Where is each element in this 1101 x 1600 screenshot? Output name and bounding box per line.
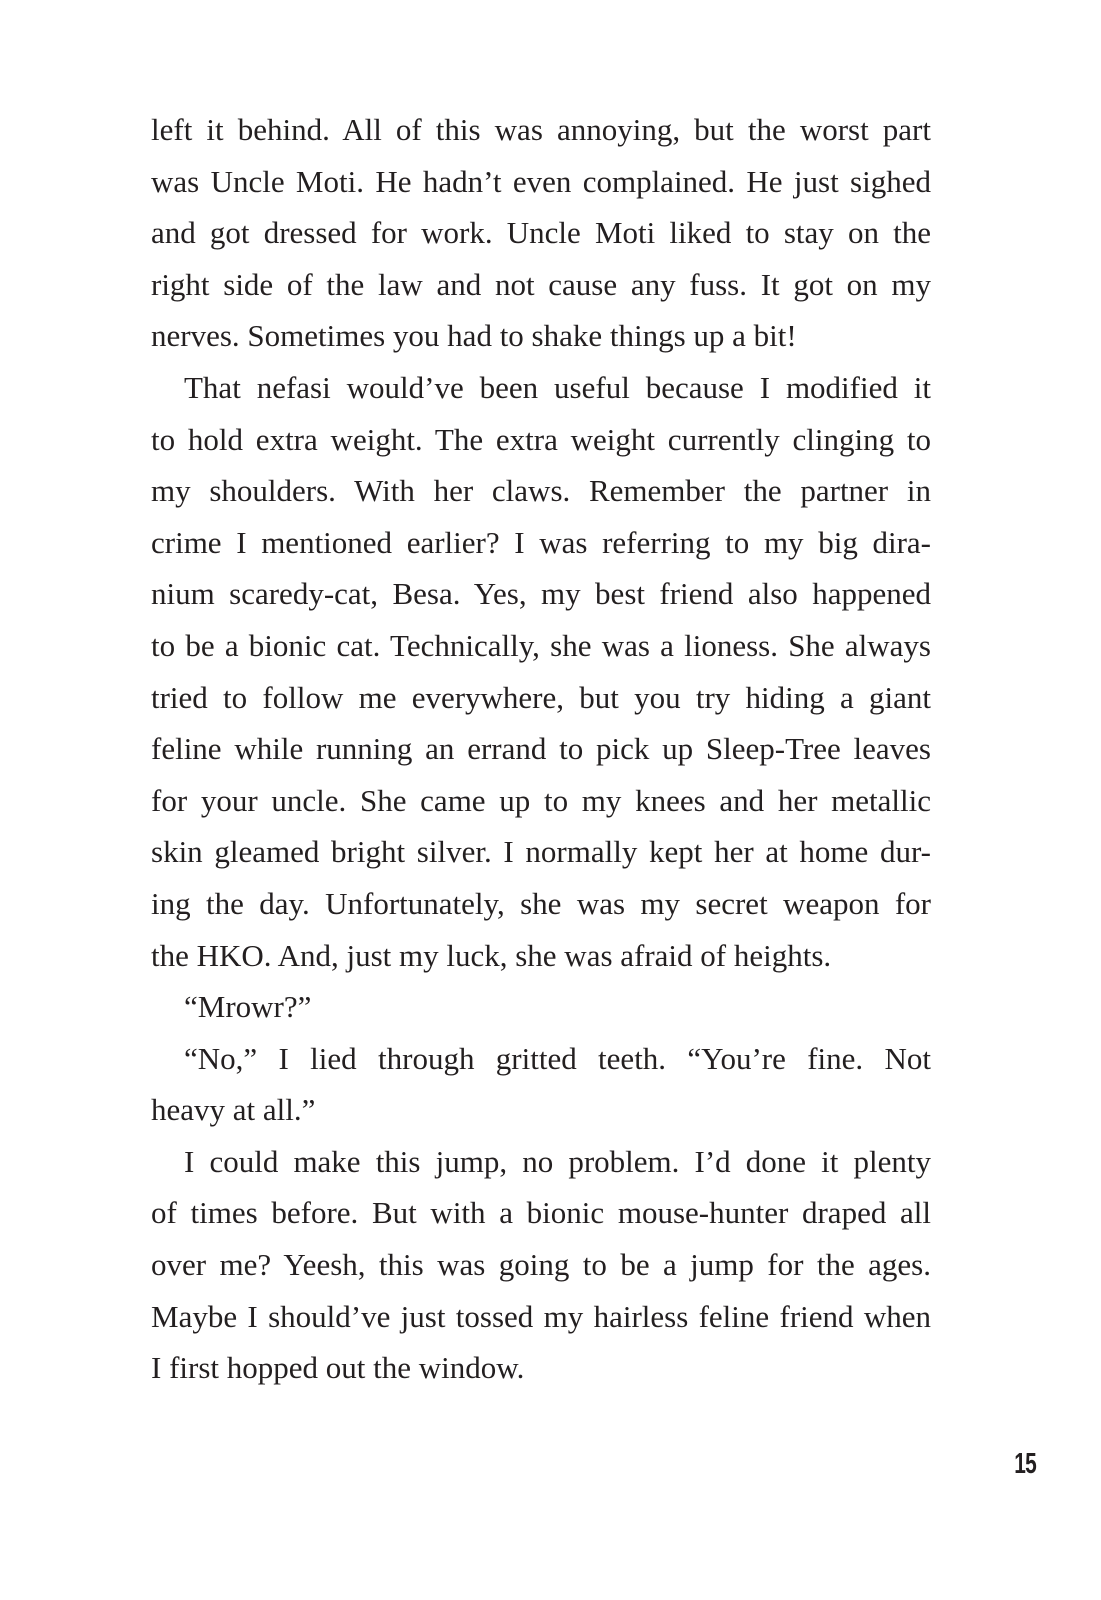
text-line: “No,” I lied through gritted teeth. “You’re fine. Not: [184, 1040, 931, 1076]
text-line: I could make this jump, no problem. I’d done it plenty: [184, 1143, 931, 1179]
text-line: nerves. Sometimes you had to shake things up a bit!: [151, 318, 797, 354]
text-line: for your uncle. She came up to my knees and her metallic: [151, 782, 931, 818]
text-line: ing the day. Unfortunately, she was my secret weapon for: [151, 885, 931, 921]
text-line: and got dressed for work. Uncle Moti liked to stay on the: [151, 215, 931, 251]
text-line: my shoulders. With her claws. Remember the partner in: [151, 473, 931, 509]
text-line: crime I mentioned earlier? I was referring to my big dira-: [151, 524, 931, 560]
text-line: the HKO. And, just my luck, she was afraid of heights.: [151, 937, 832, 973]
text-line: feline while running an errand to pick up Sleep-Tree leaves: [151, 731, 931, 767]
text-line: left it behind. All of this was annoying, but the worst part: [151, 112, 931, 147]
text-line: nium scaredy-cat, Besa. Yes, my best friend also happened: [151, 576, 931, 612]
text-line: over me? Yeesh, this was going to be a jump for the ages.: [151, 1247, 931, 1283]
page-number: 15: [1014, 1448, 1036, 1480]
text-line: to be a bionic cat. Technically, she was a lioness. She always: [151, 627, 931, 663]
text-line: That nefasi would’ve been useful because I modified it: [184, 369, 931, 405]
text-line: tried to follow me everywhere, but you try hiding a giant: [151, 679, 931, 715]
text-line: was Uncle Moti. He hadn’t even complained. He just sighed: [151, 163, 931, 199]
text-line: “Mrowr?”: [184, 989, 312, 1025]
text-line: Maybe I should’ve just tossed my hairless feline friend when: [151, 1298, 931, 1334]
body-text: [151, 104, 931, 1394]
text-line: heavy at all.”: [151, 1092, 316, 1128]
text-line: to hold extra weight. The extra weight currently clinging to: [151, 421, 931, 457]
text-line: skin gleamed bright silver. I normally kept her at home dur-: [151, 834, 931, 870]
text-line: of times before. But with a bionic mouse-hunter draped all: [151, 1195, 931, 1231]
text-line: I first hopped out the window.: [151, 1350, 525, 1386]
text-line: right side of the law and not cause any fuss. It got on my: [151, 266, 931, 302]
